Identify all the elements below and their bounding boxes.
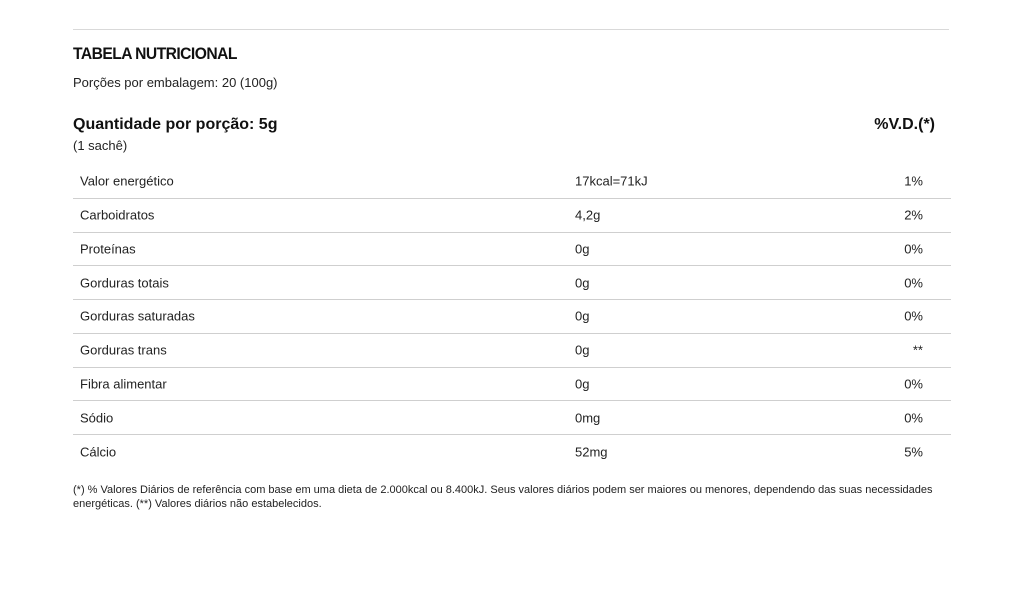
nutrient-daily-value: 2% <box>904 207 923 223</box>
table-row <box>73 435 951 469</box>
table-row <box>73 266 951 300</box>
nutrient-name: Gorduras saturadas <box>80 308 195 324</box>
nutrient-daily-value: ** <box>912 342 923 358</box>
portion-size-sub: (1 sachê) <box>73 138 128 153</box>
table-row <box>73 233 951 267</box>
nutrient-amount: 52mg <box>575 444 608 460</box>
nutrient-name: Fibra alimentar <box>80 376 167 392</box>
table-row <box>73 199 951 233</box>
nutrient-name: Sódio <box>80 410 114 426</box>
table-row <box>73 165 951 199</box>
nutrient-name: Carboidratos <box>80 207 155 223</box>
servings-per-package: Porções por embalagem: 20 (100g) <box>73 75 278 90</box>
table-row <box>73 334 951 368</box>
nutrient-amount: 17kcal=71kJ <box>575 173 648 189</box>
nutrient-name: Valor energético <box>80 173 174 189</box>
nutrient-amount: 0g <box>575 376 590 392</box>
nutrient-name: Gorduras totais <box>80 275 169 291</box>
nutrient-daily-value: 0% <box>904 376 923 392</box>
nutrient-daily-value: 0% <box>904 308 923 324</box>
nutrient-name: Cálcio <box>80 444 117 460</box>
nutrient-amount: 0g <box>575 241 590 257</box>
page-title: TABELA NUTRICIONAL <box>73 44 237 63</box>
nutrient-daily-value: 5% <box>904 444 923 460</box>
table-row <box>73 401 951 435</box>
nutrient-amount: 0mg <box>575 410 601 426</box>
top-divider <box>73 29 949 30</box>
nutrient-name: Proteínas <box>80 241 136 257</box>
nutrient-amount: 0g <box>575 308 590 324</box>
footnote: (*) % Valores Diários de referência com base em uma dieta de 2.000kcal ou 8.400kJ. Seus valores diários podem ser maiores ou menores, dependendo das suas necessidades energéticas. (**) Valores diários não estabelecidos. <box>73 484 933 510</box>
nutrition-table <box>73 165 951 469</box>
nutrient-daily-value: 0% <box>904 410 923 426</box>
table-row <box>73 300 951 334</box>
nutrient-daily-value: 0% <box>904 241 923 257</box>
nutrient-daily-value: 0% <box>904 275 923 291</box>
portion-size-label: Quantidade por porção: 5g <box>73 116 278 133</box>
nutrient-amount: 0g <box>575 275 590 291</box>
nutrient-amount: 0g <box>575 342 590 358</box>
nutrient-amount: 4,2g <box>575 207 601 223</box>
nutrient-daily-value: 1% <box>904 173 923 189</box>
table-row <box>73 368 951 402</box>
daily-value-header: %V.D.(*) <box>874 116 935 133</box>
nutrient-name: Gorduras trans <box>80 342 167 358</box>
